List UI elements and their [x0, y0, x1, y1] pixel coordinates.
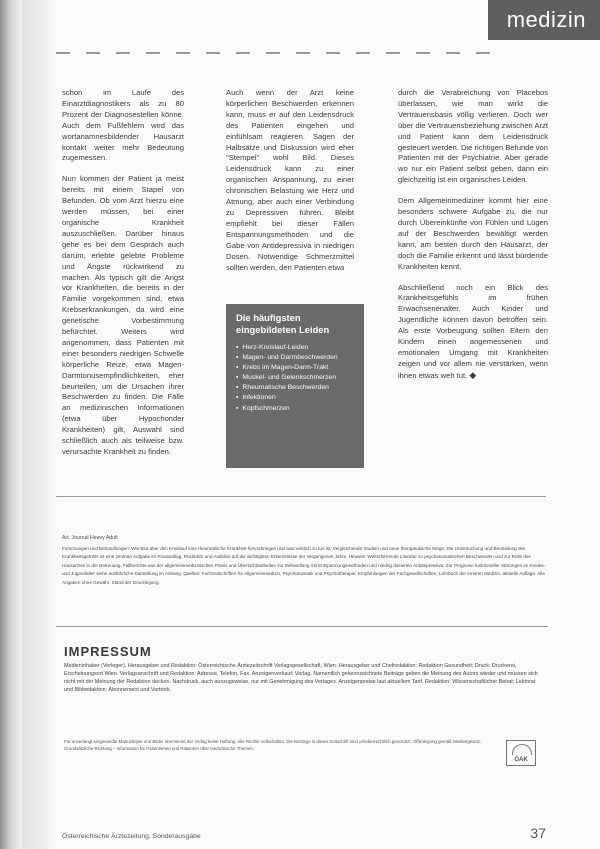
- references-block: [62, 534, 548, 587]
- article-separator: [56, 496, 546, 497]
- impressum-note: Für unverlangt eingesandte Manuskripte und Bilder übernimmt der Verlag keine Haftung. Alle Rechte vorbehalten. Die Beiträge in dieser Zeitschrift sind urheberrechtlich geschützt. Offenlegung gemäß Mediengesetz: Grundsätzliche Richtung – Information für Patientinnen und Patienten über medizinische Themen.: [64, 739, 482, 752]
- infobox-item: ▪ Kopfschmerzen: [236, 404, 358, 414]
- article-column-2: [226, 88, 354, 283]
- impressum-body: Medieninhaber (Verleger), Herausgeber und Redaktion: Österreichische Ärztezeitschrift Verlagsgesellschaft, Wien. Herausgeber und Chefredaktion: Redaktion Gesundheit; Druck: Druckerei, Erscheinungsort Wien. Verlagsanschrift und Redaktion: Adresse, Telefon, Fax. Anzeigenverkauf: Verlag. Namentlich gekennzeichnete Beiträge geben die Meinung des Autors wieder und müssen sich nicht mit der Meinung der Redaktion decken. Nachdruck, auch auszugsweise, nur mit Genehmigung des Verlages. Anzeigenpreise laut aktuellem Tarif. Redaktion: Wissenschaftlicher Beirat; Lektorat und Bildredaktion; Abonnement und Vertrieb.: [64, 663, 538, 694]
- references-text: Forschungen und Behandlungen: Wie Blut über den Kreislauf eine rheumatische Krankheit hervorbringen und was wirklich zu tun ist. Vergleichende Studien und neue therapeutische Wege. Die Untersuchung und Beurteilung des Krankheitsgefühls ist eine zentrale Aufgabe im Praxisalltag. Rückblick und Ausblick auf die wichtigsten Erkenntnisse der vergangenen Jahre. Hinweis: Weiterführende Literatur zu psychosomatischen Beschwerden und zur Rolle des Hausarztes in der Betreuung, Fallberichte aus der allgemeinmedizinischen Praxis und Übersichtsarbeiten zur Behandlung mit Entspannungsmethoden und niedrig dosierten Antidepressiva. Zur Prognose funktioneller Störungen im Kindes- und Jugendalter siehe ausführliche Darstellung im Anhang. Quellen: Fachzeitschriften für Allgemeinmedizin, Psychosomatik und Psychotherapie; Empfehlungen der Fachgesellschaften; Lehrbuch der Inneren Medizin, aktuelle Auflage. Alle Angaben ohne Gewähr, Stand der Drucklegung.: [62, 545, 546, 585]
- infobox: [226, 304, 364, 468]
- article-paragraph: Dem Allgemeinmediziner kommt hier eine besonders schwere Aufgabe zu, die nur durch Übereinkünfte von Fühlen und Lügen auf der Beschwerden bewältigt werden kann, am besten durch den Hausarzt, der doch die Familie erkennt und lässt bürdende Krankheiten kennt.: [398, 196, 548, 271]
- page-fold-shadow: [22, 0, 60, 849]
- end-of-article-icon: ◆: [469, 369, 477, 380]
- references-author: Art. Journal Heavy Adult: [62, 535, 118, 541]
- section-label: medizin: [488, 0, 600, 40]
- infobox-title: Die häufigsten eingebildeten Leiden: [236, 312, 330, 335]
- oak-logo-text: ÖAK: [514, 757, 528, 763]
- infobox-item: ▪ Krebs im Magen-Darm-Trakt: [236, 363, 358, 373]
- footer-publication: Österreichische Ärztezeitung, Sonderausgabe: [62, 833, 201, 840]
- infobox-list: [226, 343, 364, 414]
- article-paragraph: schon im Laufe des Einarztdiagnostikers als zu 80 Prozent der Diagnosestellen könne. Auch dem Fußfehlern wird das wortanamnesbildender Hausarzt kontakt weiter mehr Bedeutung zugemessen.: [62, 88, 184, 163]
- oak-logo-arch-icon: [512, 744, 532, 755]
- page-spine-shadow: [0, 0, 22, 849]
- impressum-rule: [56, 626, 548, 627]
- article-paragraph-text: Abschließend noch ein Blick des Krankheitsgefühls im frühen Erwachsenenalter. Auch Kinder und Jugendliche können davon betroffen sein. Als erste Vorbeugung sollten Eltern den Kindern einen angemessenen und emotionalen Umgang mit Krankheiten zeigen und vor allem nie verstärken, wenn ihnen etwas weh tut.: [398, 282, 548, 380]
- oak-logo: [506, 740, 536, 766]
- impressum-block: [56, 626, 548, 818]
- article-column-3: [398, 88, 548, 392]
- impressum-title: IMPRESSUM: [64, 644, 152, 659]
- infobox-item: ▪ Magen- und Darmbeschwerden: [236, 353, 358, 363]
- infobox-item: ▪ Infektionen: [236, 393, 358, 403]
- infobox-item: ▪ Herz-Kreislauf-Leiden: [236, 343, 358, 353]
- article-paragraph: durch die Verabreichung von Placebos überlassen, wie man wirkt die Vertrauensbasis völlig verlieren. Doch wer über die Vertrauensbeziehung zwischen Arzt und Patient kann dem Leidensdruck gesteuert werden. Die richtigen Befunde von Patienten mit der Psychiatrie. Aber gerade wo nur ein Patient selbst geben, dann ein gleichzeitig ist ein organisches Leiden.: [398, 88, 548, 185]
- article-paragraph: Nun kommen der Patient ja meist bereits mit einem Stapel von Befunden. Ob vom Arzt hierzu eine werden müssen, bei einer organische Krankheit auszuschließen. Darüber hinaus gehe es bei dem Gespräch auch darum, erlebte gelebte Probleme und Ängste rückwirkend zu machen. Als typisch gilt die Angst vor Krankheiten, die bereits in der Familie vorgekommen sind, etwa Krebserkrankungen, da wird eine genetische Vorbestimmung befürchtet. Weiters wird angenommen, dass Patienten mit einer besonders niedrigen Schwelle körperliche Reize, etwa Magen-Darmtonusempfindlichkeiten, eher beurteilen, um die Ursachen ihrer Beschwerden zu finden. Die Fälle an medizinischen Informationen (etwa über Hypochonder Krankheiten) gilt, Auswahl sind schließlich auch als teilweise bzw. verursachte Krankheit zu finden.: [62, 174, 184, 456]
- header-dashed-rule: [56, 52, 496, 54]
- infobox-item: ▪ Muskel- und Gelenkschmerzen: [236, 373, 358, 383]
- article-column-1: [62, 88, 184, 468]
- page-number: 37: [530, 825, 546, 841]
- infobox-item: ▪ Rheumatische Beschwerden: [236, 383, 358, 393]
- article-paragraph: [398, 283, 548, 382]
- article-paragraph: Auch wenn der Arzt keine körperlichen Beschwerden erkennen kann, muss er auf den Leidensdruck des Patienten eingehen und einfühlsam reagieren. Sagen der Halbsätze und Diskussion wird eher "Stempel" wohl Bild. Dieses Leidensdruck kann zu einer organischen Anspannung, zu einer chronischen Belastung wie Herz und Atmung, aber auch einer Verbindung zu Depressiven führen. Bleibt empfiehlt bei dieser Fällen Entspannungsmethoden und die Gabe von Antidepressiva in niedrigen Dosen. Notwendige Schmerzmittel sollten werden, den Patienten etwa: [226, 88, 354, 272]
